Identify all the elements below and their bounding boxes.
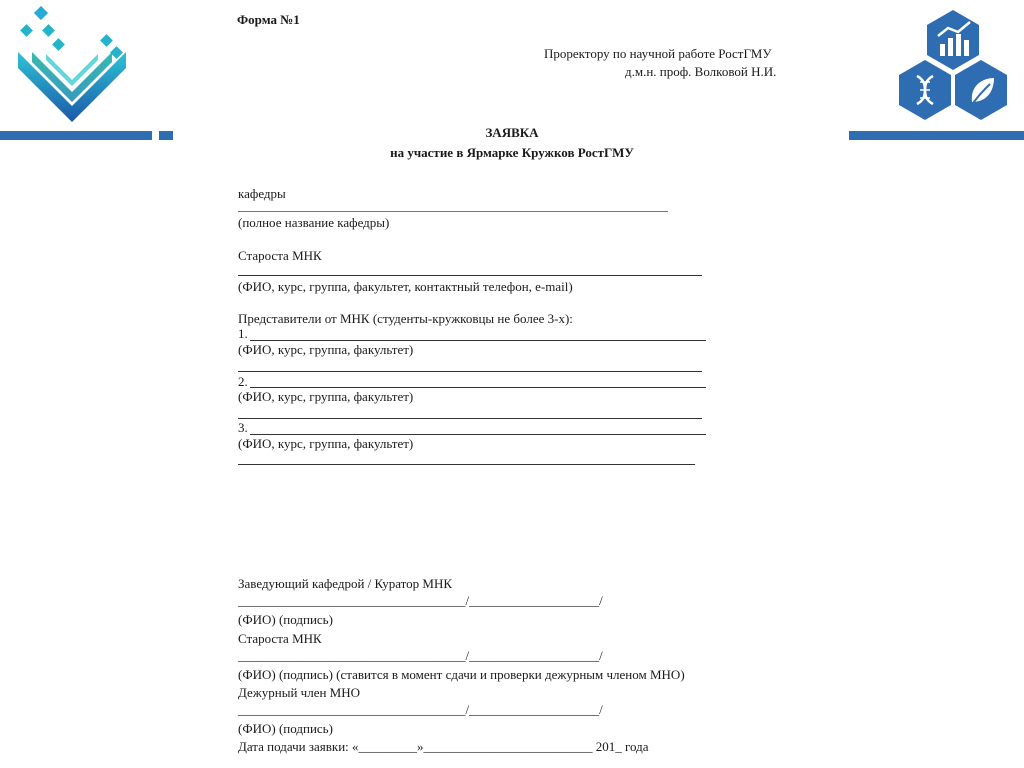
document-title: ЗАЯВКА (485, 125, 539, 140)
submission-date-line[interactable]: Дата подачи заявки: «_________»__________________________ 201_ года (238, 739, 649, 754)
representative-1-line-extra[interactable] (238, 371, 702, 372)
representative-1-line[interactable] (250, 340, 706, 341)
head-of-department-label: Заведующий кафедрой / Куратор МНК (238, 576, 453, 591)
dna-icon (899, 60, 951, 120)
starosta-signature-hint: (ФИО) (подпись) (ставится в момент сдачи и проверки дежурным членом МНО) (238, 667, 685, 682)
leaf-icon (955, 60, 1007, 120)
representative-3-line[interactable] (250, 434, 706, 435)
head-student-hint: (ФИО, курс, группа, факультет, контактный телефон, e-mail) (238, 279, 573, 294)
starosta-label: Староста МНК (238, 631, 322, 646)
department-label: кафедры (238, 186, 286, 201)
representative-hint: (ФИО, курс, группа, факультет) (238, 342, 414, 357)
science-hexagons-logo (892, 8, 1014, 124)
department-line[interactable] (238, 211, 668, 212)
representative-hint: (ФИО, курс, группа, факультет) (238, 389, 414, 404)
rostgmu-chevron-logo (14, 6, 134, 126)
head-signature-hint: (ФИО) (подпись) (238, 612, 333, 627)
representative-number: 2. (238, 374, 248, 389)
addressee-line-2: д.м.н. проф. Волковой Н.И. (625, 64, 777, 79)
department-hint: (полное название кафедры) (238, 215, 390, 230)
representative-2-line[interactable] (250, 387, 706, 388)
representatives-label: Представители от МНК (студенты-кружковцы не более 3-х): (238, 311, 573, 326)
starosta-signature-line[interactable]: ___________________________________/____________________/ (238, 648, 603, 663)
document-subtitle: на участие в Ярмарке Кружков РостГМУ (390, 145, 634, 160)
bar-chart-icon (927, 10, 979, 70)
representative-hint: (ФИО, курс, группа, факультет) (238, 436, 414, 451)
duty-signature-hint: (ФИО) (подпись) (238, 721, 333, 736)
form-label: Форма №1 (237, 12, 300, 27)
head-student-line[interactable] (238, 275, 702, 276)
duty-member-label: Дежурный член МНО (238, 685, 361, 700)
duty-signature-line[interactable]: ___________________________________/____________________/ (238, 702, 603, 717)
head-signature-line[interactable]: ___________________________________/____________________/ (238, 593, 603, 608)
representative-number: 1. (238, 326, 248, 341)
representative-2-line-extra[interactable] (238, 418, 702, 419)
head-student-label: Староста МНК (238, 248, 322, 263)
representative-3-line-extra[interactable] (238, 464, 695, 465)
addressee-line-1: Проректору по научной работе РостГМУ (544, 46, 772, 61)
representative-number: 3. (238, 420, 248, 435)
